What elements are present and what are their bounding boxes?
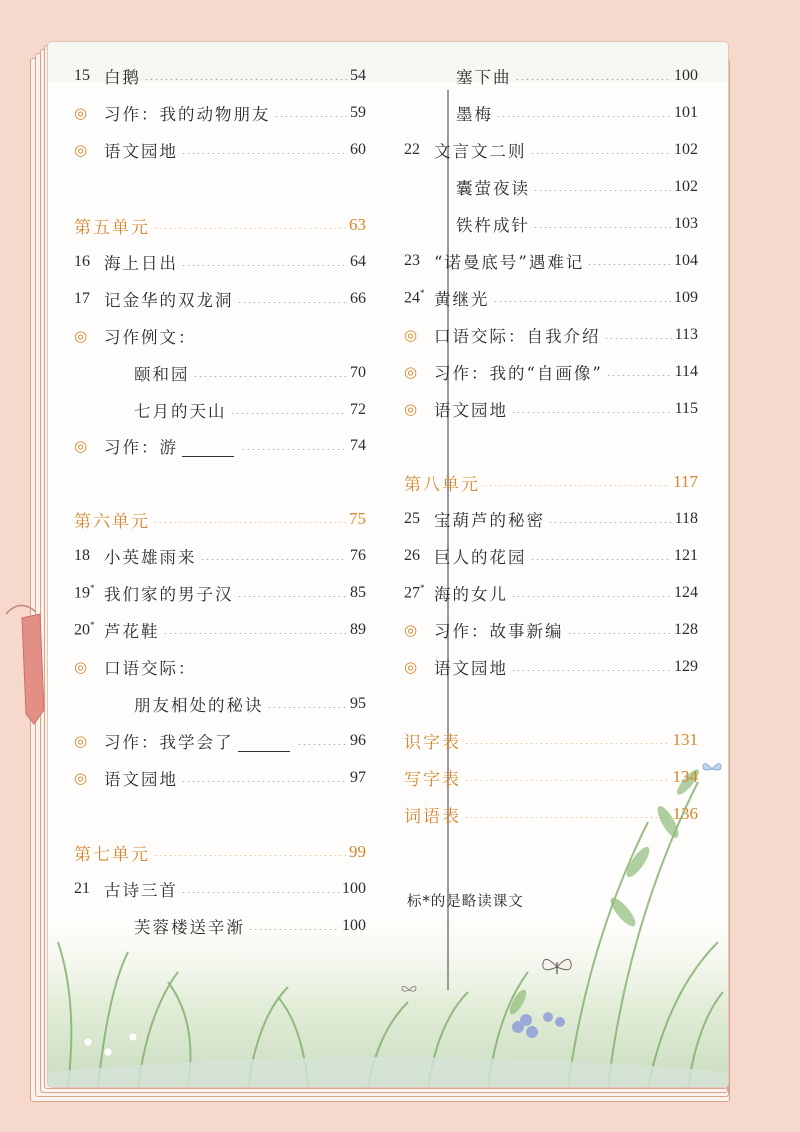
lesson-number: 27* [404, 583, 425, 602]
toc-unit-heading[interactable] [74, 503, 366, 535]
page-number: 134 [672, 767, 698, 786]
entry-title: 朋友相处的秘诀 [134, 696, 264, 715]
dot-leader [483, 485, 670, 486]
fill-in-blank [238, 735, 290, 752]
dot-leader [181, 892, 339, 893]
skim-star: * [90, 583, 95, 594]
page-number: 99 [349, 842, 366, 861]
toc-entry[interactable] [74, 283, 366, 315]
entry-title: 习作：我学会了 [104, 729, 294, 753]
lesson-number: 25 [404, 510, 420, 527]
page-number: 109 [674, 289, 698, 306]
dot-leader [530, 153, 672, 154]
entry-title: 塞下曲 [456, 68, 512, 87]
entry-title: 语文园地 [104, 142, 178, 161]
entry-title: 第八单元 [404, 474, 480, 495]
page-number: 100 [342, 880, 366, 897]
lesson-number: 19* [74, 583, 95, 602]
dot-leader [163, 633, 348, 634]
toc-unit-heading[interactable] [404, 466, 698, 498]
toc-entry[interactable] [74, 97, 366, 129]
page-number: 85 [350, 584, 366, 601]
page-number: 115 [674, 400, 698, 417]
toc-entry[interactable] [74, 246, 366, 278]
entry-title: 习作：我的动物朋友 [104, 105, 271, 124]
entry-title: 小英雄雨来 [104, 548, 197, 567]
skim-star: * [90, 620, 95, 631]
entry-title: 习作：我的“自画像” [434, 364, 603, 383]
entry-title: 写字表 [404, 769, 461, 790]
page-number: 72 [350, 401, 366, 418]
toc-entry[interactable] [74, 725, 366, 757]
bullet-icon: ◎ [74, 327, 88, 345]
bullet-icon: ◎ [404, 400, 418, 418]
dot-leader [237, 302, 348, 303]
page-number: 97 [350, 769, 366, 786]
toc-entry[interactable] [404, 60, 698, 92]
toc-entry[interactable] [404, 540, 698, 572]
dot-leader [511, 670, 671, 671]
toc-entry[interactable] [404, 503, 698, 535]
page-number: 100 [674, 67, 698, 84]
entry-title: 黄继光 [434, 290, 490, 309]
entry-title: 宝葫芦的秘密 [434, 511, 545, 530]
lesson-number: 23 [404, 252, 420, 269]
page-number: 117 [673, 472, 698, 491]
dot-leader [464, 817, 670, 818]
toc-entry[interactable] [74, 577, 366, 609]
entry-title: 词语表 [404, 806, 461, 827]
dot-leader [144, 79, 347, 80]
lesson-number: 18 [74, 547, 90, 564]
entry-title: 我们家的男子汉 [104, 585, 234, 604]
entry-title: 口语交际： [104, 659, 197, 678]
dot-leader [567, 633, 672, 634]
dot-leader [193, 376, 348, 377]
toc-entry[interactable] [404, 319, 698, 351]
bookmark-icon [0, 590, 50, 730]
toc-entry[interactable] [404, 97, 698, 129]
page-number: 59 [350, 104, 366, 121]
toc-entry[interactable] [74, 320, 366, 352]
toc-entry[interactable] [74, 430, 366, 462]
dot-leader [511, 412, 672, 413]
entry-title: 语文园地 [434, 659, 508, 678]
page-number: 70 [350, 364, 366, 381]
dot-leader [533, 190, 671, 191]
page-number: 101 [674, 104, 698, 121]
entry-title: 文言文二则 [434, 142, 527, 161]
toc-entry[interactable] [74, 134, 366, 166]
bullet-icon: ◎ [74, 732, 88, 750]
bullet-icon: ◎ [74, 104, 88, 122]
butterfly-icon [540, 954, 574, 980]
entry-title: 语文园地 [434, 401, 508, 420]
entry-title: 习作例文： [104, 328, 197, 347]
toc-entry[interactable] [74, 873, 366, 905]
dot-leader [153, 855, 346, 856]
butterfly-icon [401, 984, 417, 996]
entry-title: 芙蓉楼送辛渐 [134, 918, 245, 937]
page-number: 124 [674, 584, 698, 601]
lesson-number: 16 [74, 253, 90, 270]
toc-entry[interactable] [74, 357, 366, 389]
dot-leader [604, 338, 672, 339]
dot-leader [274, 116, 348, 117]
page-number: 96 [350, 732, 366, 749]
toc-entry[interactable] [74, 614, 366, 646]
entry-title: 识字表 [404, 732, 461, 753]
page-number: 66 [350, 290, 366, 307]
toc-entry[interactable] [74, 688, 366, 720]
dot-leader [181, 265, 347, 266]
dot-leader [237, 596, 348, 597]
page-number: 102 [674, 141, 698, 158]
dot-leader [200, 559, 348, 560]
dot-leader [267, 707, 348, 708]
entry-title: 海的女儿 [434, 585, 508, 604]
skim-star: * [420, 583, 425, 594]
dot-leader [230, 413, 348, 414]
entry-title: 古诗三首 [104, 881, 178, 900]
page-number: 113 [674, 326, 698, 343]
toc-unit-heading[interactable] [74, 209, 366, 241]
page-number: 129 [674, 658, 698, 675]
entry-title: 口语交际：自我介绍 [434, 327, 601, 346]
dot-leader [241, 449, 347, 450]
page-number: 100 [342, 917, 366, 934]
toc-entry[interactable] [404, 171, 698, 203]
toc-unit-heading[interactable] [404, 724, 698, 756]
dot-leader [606, 375, 672, 376]
butterfly-icon [701, 760, 723, 778]
entry-title: 铁杵成针 [456, 216, 530, 235]
bullet-icon: ◎ [404, 621, 418, 639]
entry-title: 第七单元 [74, 844, 150, 865]
entry-title: 七月的天山 [134, 402, 227, 421]
page-number: 75 [349, 509, 366, 528]
lesson-number: 15 [74, 67, 90, 84]
toc-entry[interactable] [404, 282, 698, 314]
entry-title: 习作：故事新编 [434, 622, 564, 641]
toc-entry[interactable] [74, 910, 366, 942]
toc-entry[interactable] [404, 393, 698, 425]
entry-title: 囊萤夜读 [456, 179, 530, 198]
dot-leader [493, 301, 672, 302]
entry-title: 记金华的双龙洞 [104, 291, 234, 310]
dot-leader [181, 781, 347, 782]
page-number: 114 [674, 363, 698, 380]
dot-leader [153, 522, 346, 523]
bullet-icon: ◎ [74, 769, 88, 787]
dot-leader [464, 743, 670, 744]
page-number: 76 [350, 547, 366, 564]
dot-leader [548, 522, 672, 523]
entry-title: 白鹅 [104, 68, 141, 87]
dot-leader [515, 79, 672, 80]
dot-leader [153, 228, 346, 229]
dot-leader [464, 780, 670, 781]
entry-title: 芦花鞋 [104, 622, 160, 641]
toc-entry[interactable] [404, 577, 698, 609]
toc-entry[interactable] [404, 614, 698, 646]
dot-leader [181, 153, 347, 154]
page-number: 89 [350, 621, 366, 638]
lesson-number: 22 [404, 141, 420, 158]
dot-leader [496, 116, 671, 117]
toc-entry[interactable] [74, 60, 366, 92]
entry-title: 语文园地 [104, 770, 178, 789]
toc-entry[interactable] [74, 762, 366, 794]
entry-title: “诺曼底号”遇难记 [434, 253, 585, 272]
entry-title: 巨人的花园 [434, 548, 527, 567]
dot-leader [297, 744, 348, 745]
toc-entry[interactable] [74, 651, 366, 683]
page-number: 136 [672, 804, 698, 823]
toc-unit-heading[interactable] [74, 836, 366, 868]
page-number: 64 [350, 253, 366, 270]
bullet-icon: ◎ [404, 326, 418, 344]
dot-leader [533, 227, 671, 228]
entry-title: 第六单元 [74, 511, 150, 532]
page-number: 131 [672, 730, 698, 749]
page-number: 118 [674, 510, 698, 527]
page-number: 74 [350, 437, 366, 454]
skim-star: * [420, 288, 425, 299]
entry-title: 第五单元 [74, 217, 150, 238]
bullet-icon: ◎ [74, 141, 88, 159]
dot-leader [511, 596, 671, 597]
entry-title: 海上日出 [104, 254, 178, 273]
page-number: 102 [674, 178, 698, 195]
bullet-icon: ◎ [404, 363, 418, 381]
toc-unit-heading[interactable] [404, 798, 698, 830]
page-number: 60 [350, 141, 366, 158]
lesson-number: 20* [74, 620, 95, 639]
fill-in-blank [182, 440, 234, 457]
toc-entry[interactable] [404, 134, 698, 166]
entry-title: 习作：游 [104, 434, 238, 458]
dot-leader [248, 929, 339, 930]
bullet-icon: ◎ [74, 658, 88, 676]
lesson-number: 21 [74, 880, 90, 897]
lesson-number: 17 [74, 290, 90, 307]
toc-entry[interactable] [404, 651, 698, 683]
entry-title: 墨梅 [456, 105, 493, 124]
page-number: 103 [674, 215, 698, 232]
lesson-number: 24* [404, 288, 425, 307]
page-number: 104 [674, 252, 698, 269]
dot-leader [530, 559, 672, 560]
toc-entry[interactable] [74, 540, 366, 572]
toc-entry[interactable] [404, 356, 698, 388]
lesson-number: 26 [404, 547, 420, 564]
dot-leader [587, 264, 671, 265]
bullet-icon: ◎ [74, 437, 88, 455]
page-number: 95 [350, 695, 366, 712]
page-number: 54 [350, 67, 366, 84]
toc-entry[interactable] [74, 394, 366, 426]
toc-entry[interactable] [404, 245, 698, 277]
page-number: 63 [349, 215, 366, 234]
entry-title: 颐和园 [134, 365, 190, 384]
page-number: 121 [674, 547, 698, 564]
bullet-icon: ◎ [404, 658, 418, 676]
footnote: 标*的是略读课文 [407, 894, 524, 910]
page-number: 128 [674, 621, 698, 638]
toc-unit-heading[interactable] [404, 761, 698, 793]
toc-entry[interactable] [404, 208, 698, 240]
